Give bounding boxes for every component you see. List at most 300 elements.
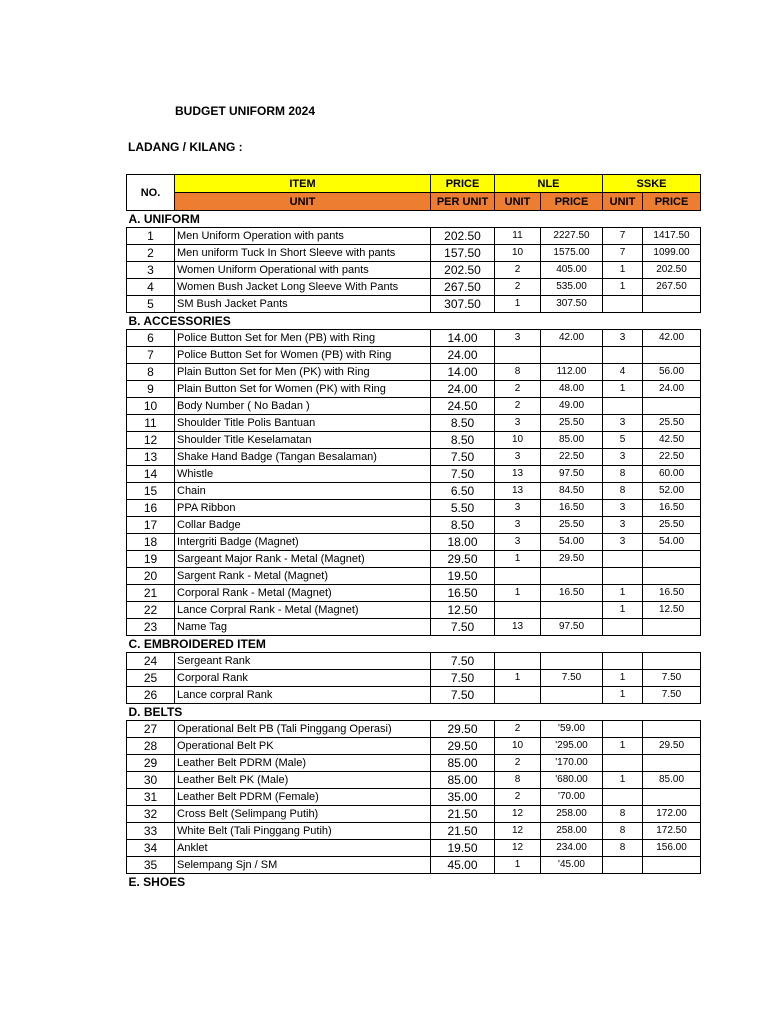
price-per-unit: 14.00: [431, 364, 495, 381]
price-per-unit: 8.50: [431, 415, 495, 432]
table-row: [127, 279, 701, 296]
price-per-unit: 7.50: [431, 449, 495, 466]
sske-price: [643, 789, 701, 806]
item-number: 18: [127, 534, 175, 551]
item-number: 31: [127, 789, 175, 806]
item-name: Women Uniform Operational with pants: [175, 262, 431, 279]
header-sske-unit: UNIT: [603, 193, 643, 211]
item-name: Cross Belt (Selimpang Putih): [175, 806, 431, 823]
table-row: [127, 806, 701, 823]
nle-price: 258.00: [541, 823, 603, 840]
nle-unit: 1: [495, 670, 541, 687]
section-row: [127, 211, 701, 228]
table-row: [127, 551, 701, 568]
table-row: [127, 245, 701, 262]
nle-price: '45.00: [541, 857, 603, 874]
sske-unit: [603, 619, 643, 636]
sske-price: 16.50: [643, 585, 701, 602]
sske-unit: [603, 296, 643, 313]
table-row: [127, 840, 701, 857]
sske-price: 29.50: [643, 738, 701, 755]
item-number: 30: [127, 772, 175, 789]
sske-unit: 3: [603, 500, 643, 517]
sske-unit: 1: [603, 585, 643, 602]
sske-price: 1099.00: [643, 245, 701, 262]
nle-unit: [495, 602, 541, 619]
item-name: Selempang Sjn / SM: [175, 857, 431, 874]
table-row: [127, 296, 701, 313]
table-row: [127, 568, 701, 585]
item-number: 3: [127, 262, 175, 279]
sske-price: 172.00: [643, 806, 701, 823]
item-number: 28: [127, 738, 175, 755]
table-row: [127, 653, 701, 670]
nle-unit: 1: [495, 585, 541, 602]
sske-price: 22.50: [643, 449, 701, 466]
nle-price: '680.00: [541, 772, 603, 789]
item-number: 14: [127, 466, 175, 483]
sske-unit: 4: [603, 364, 643, 381]
item-name: Corporal Rank - Metal (Magnet): [175, 585, 431, 602]
sske-unit: 7: [603, 245, 643, 262]
item-name: Plain Button Set for Women (PK) with Ring: [175, 381, 431, 398]
nle-unit: 2: [495, 398, 541, 415]
table-row: [127, 432, 701, 449]
sske-unit: 8: [603, 840, 643, 857]
nle-price: 16.50: [541, 585, 603, 602]
item-number: 7: [127, 347, 175, 364]
sske-price: [643, 721, 701, 738]
nle-unit: 3: [495, 415, 541, 432]
item-name: Collar Badge: [175, 517, 431, 534]
table-row: [127, 823, 701, 840]
price-per-unit: 21.50: [431, 823, 495, 840]
sske-unit: 3: [603, 415, 643, 432]
nle-unit: 10: [495, 432, 541, 449]
sske-unit: [603, 398, 643, 415]
header-nle-price: PRICE: [541, 193, 603, 211]
item-name: Corporal Rank: [175, 670, 431, 687]
nle-price: 49.00: [541, 398, 603, 415]
sske-unit: 1: [603, 670, 643, 687]
item-number: 25: [127, 670, 175, 687]
sske-price: [643, 296, 701, 313]
sske-price: 267.50: [643, 279, 701, 296]
sske-price: [643, 568, 701, 585]
price-per-unit: 7.50: [431, 619, 495, 636]
table-row: [127, 415, 701, 432]
nle-unit: 10: [495, 738, 541, 755]
item-number: 20: [127, 568, 175, 585]
nle-price: 22.50: [541, 449, 603, 466]
sske-price: 60.00: [643, 466, 701, 483]
header-nle-unit: UNIT: [495, 193, 541, 211]
nle-price: [541, 602, 603, 619]
item-name: Anklet: [175, 840, 431, 857]
nle-price: [541, 653, 603, 670]
nle-unit: [495, 568, 541, 585]
table-row: [127, 585, 701, 602]
nle-unit: 8: [495, 364, 541, 381]
section-row: [127, 874, 701, 891]
nle-unit: [495, 347, 541, 364]
item-number: 35: [127, 857, 175, 874]
table-row: [127, 789, 701, 806]
price-per-unit: 12.50: [431, 602, 495, 619]
sske-price: 24.00: [643, 381, 701, 398]
price-per-unit: 24.00: [431, 347, 495, 364]
item-name: Intergriti Badge (Magnet): [175, 534, 431, 551]
item-number: 9: [127, 381, 175, 398]
sske-price: 7.50: [643, 670, 701, 687]
sske-price: [643, 398, 701, 415]
nle-price: 234.00: [541, 840, 603, 857]
header-unit: UNIT: [175, 193, 431, 211]
nle-price: [541, 347, 603, 364]
sske-unit: 8: [603, 806, 643, 823]
item-name: Operational Belt PB (Tali Pinggang Operasi): [175, 721, 431, 738]
item-number: 34: [127, 840, 175, 857]
table-row: [127, 517, 701, 534]
section-row: [127, 313, 701, 330]
nle-price: 25.50: [541, 517, 603, 534]
item-name: Women Bush Jacket Long Sleeve With Pants: [175, 279, 431, 296]
table-row: [127, 857, 701, 874]
item-number: 5: [127, 296, 175, 313]
item-number: 8: [127, 364, 175, 381]
item-number: 21: [127, 585, 175, 602]
nle-price: '70.00: [541, 789, 603, 806]
item-name: Name Tag: [175, 619, 431, 636]
sske-unit: 1: [603, 279, 643, 296]
sske-unit: [603, 551, 643, 568]
nle-unit: 3: [495, 517, 541, 534]
price-per-unit: 24.50: [431, 398, 495, 415]
item-number: 4: [127, 279, 175, 296]
nle-price: '170.00: [541, 755, 603, 772]
price-per-unit: 14.00: [431, 330, 495, 347]
item-name: Police Button Set for Men (PB) with Ring: [175, 330, 431, 347]
item-name: Lance corpral Rank: [175, 687, 431, 704]
price-per-unit: 307.50: [431, 296, 495, 313]
sske-unit: 1: [603, 772, 643, 789]
price-per-unit: 29.50: [431, 551, 495, 568]
sske-unit: 8: [603, 483, 643, 500]
nle-price: 16.50: [541, 500, 603, 517]
price-per-unit: 7.50: [431, 687, 495, 704]
item-number: 15: [127, 483, 175, 500]
item-name: White Belt (Tali Pinggang Putih): [175, 823, 431, 840]
nle-unit: 2: [495, 789, 541, 806]
nle-unit: 1: [495, 857, 541, 874]
sske-unit: [603, 857, 643, 874]
nle-price: 54.00: [541, 534, 603, 551]
sske-unit: 1: [603, 381, 643, 398]
item-name: Whistle: [175, 466, 431, 483]
nle-price: 97.50: [541, 619, 603, 636]
nle-unit: 10: [495, 245, 541, 262]
sske-price: 7.50: [643, 687, 701, 704]
price-per-unit: 202.50: [431, 228, 495, 245]
sske-price: 172.50: [643, 823, 701, 840]
price-per-unit: 18.00: [431, 534, 495, 551]
sske-price: [643, 347, 701, 364]
header-price: PRICE: [431, 175, 495, 193]
header-no: NO.: [127, 175, 175, 211]
price-per-unit: 202.50: [431, 262, 495, 279]
item-name: Men Uniform Operation with pants: [175, 228, 431, 245]
item-name: SM Bush Jacket Pants: [175, 296, 431, 313]
nle-price: 258.00: [541, 806, 603, 823]
estate-label: LADANG / KILANG :: [128, 140, 243, 154]
section-title: D. BELTS: [128, 705, 183, 719]
sske-price: 25.50: [643, 517, 701, 534]
sske-price: [643, 653, 701, 670]
sske-price: 16.50: [643, 500, 701, 517]
table-row: [127, 330, 701, 347]
table-row: [127, 602, 701, 619]
item-name: Chain: [175, 483, 431, 500]
item-number: 6: [127, 330, 175, 347]
item-number: 1: [127, 228, 175, 245]
nle-price: 29.50: [541, 551, 603, 568]
item-number: 22: [127, 602, 175, 619]
header-row-bottom: [127, 193, 701, 211]
item-number: 33: [127, 823, 175, 840]
document-title: BUDGET UNIFORM 2024: [175, 104, 316, 118]
price-per-unit: 45.00: [431, 857, 495, 874]
header-nle: NLE: [495, 175, 603, 193]
nle-price: 1575.00: [541, 245, 603, 262]
table-row: [127, 619, 701, 636]
item-name: Shake Hand Badge (Tangan Besalaman): [175, 449, 431, 466]
item-number: 11: [127, 415, 175, 432]
nle-unit: 3: [495, 534, 541, 551]
sske-price: [643, 619, 701, 636]
table-row: [127, 687, 701, 704]
table-row: [127, 534, 701, 551]
nle-price: 97.50: [541, 466, 603, 483]
nle-unit: 3: [495, 330, 541, 347]
sske-price: 1417.50: [643, 228, 701, 245]
sske-price: [643, 857, 701, 874]
sske-unit: 1: [603, 262, 643, 279]
sske-unit: [603, 568, 643, 585]
nle-price: [541, 568, 603, 585]
item-number: 26: [127, 687, 175, 704]
table-row: [127, 466, 701, 483]
price-per-unit: 6.50: [431, 483, 495, 500]
item-name: Sargeant Major Rank - Metal (Magnet): [175, 551, 431, 568]
nle-price: 42.00: [541, 330, 603, 347]
sske-unit: 7: [603, 228, 643, 245]
nle-price: '295.00: [541, 738, 603, 755]
table-row: [127, 755, 701, 772]
item-number: 23: [127, 619, 175, 636]
nle-unit: 1: [495, 551, 541, 568]
sske-price: 12.50: [643, 602, 701, 619]
table-row: [127, 772, 701, 789]
table-row: [127, 398, 701, 415]
item-name: Sergeant Rank: [175, 653, 431, 670]
item-name: Sargent Rank - Metal (Magnet): [175, 568, 431, 585]
item-number: 17: [127, 517, 175, 534]
price-per-unit: 35.00: [431, 789, 495, 806]
price-per-unit: 85.00: [431, 772, 495, 789]
sske-price: [643, 551, 701, 568]
sske-price: 52.00: [643, 483, 701, 500]
price-per-unit: 19.50: [431, 840, 495, 857]
sske-unit: 3: [603, 449, 643, 466]
section-row: [127, 636, 701, 653]
price-per-unit: 85.00: [431, 755, 495, 772]
section-title: B. ACCESSORIES: [128, 314, 231, 328]
nle-unit: 12: [495, 806, 541, 823]
nle-unit: 8: [495, 772, 541, 789]
price-per-unit: 7.50: [431, 653, 495, 670]
price-per-unit: 267.50: [431, 279, 495, 296]
price-per-unit: 8.50: [431, 517, 495, 534]
item-name: Lance Corpral Rank - Metal (Magnet): [175, 602, 431, 619]
item-number: 27: [127, 721, 175, 738]
sske-price: 42.00: [643, 330, 701, 347]
sske-unit: 3: [603, 330, 643, 347]
item-number: 16: [127, 500, 175, 517]
table-row: [127, 347, 701, 364]
nle-price: 84.50: [541, 483, 603, 500]
table-row: [127, 738, 701, 755]
sske-price: 202.50: [643, 262, 701, 279]
item-name: Leather Belt PDRM (Female): [175, 789, 431, 806]
nle-unit: 3: [495, 500, 541, 517]
nle-price: 2227.50: [541, 228, 603, 245]
sske-unit: [603, 653, 643, 670]
sske-price: [643, 755, 701, 772]
item-number: 10: [127, 398, 175, 415]
item-name: Plain Button Set for Men (PK) with Ring: [175, 364, 431, 381]
nle-unit: 1: [495, 296, 541, 313]
table-row: [127, 381, 701, 398]
header-row-top: [127, 175, 701, 193]
nle-unit: 12: [495, 840, 541, 857]
price-per-unit: 5.50: [431, 500, 495, 517]
item-number: 29: [127, 755, 175, 772]
item-name: Body Number ( No Badan ): [175, 398, 431, 415]
table-row: [127, 483, 701, 500]
sske-price: 156.00: [643, 840, 701, 857]
sske-price: 54.00: [643, 534, 701, 551]
nle-price: 85.00: [541, 432, 603, 449]
item-number: 32: [127, 806, 175, 823]
item-name: Leather Belt PK (Male): [175, 772, 431, 789]
header-sske: SSKE: [603, 175, 701, 193]
item-name: Leather Belt PDRM (Male): [175, 755, 431, 772]
item-name: Operational Belt PK: [175, 738, 431, 755]
item-number: 13: [127, 449, 175, 466]
price-per-unit: 19.50: [431, 568, 495, 585]
item-number: 2: [127, 245, 175, 262]
sske-unit: [603, 755, 643, 772]
nle-unit: 13: [495, 619, 541, 636]
price-per-unit: 29.50: [431, 721, 495, 738]
nle-price: 48.00: [541, 381, 603, 398]
sske-unit: 5: [603, 432, 643, 449]
item-name: PPA Ribbon: [175, 500, 431, 517]
nle-unit: 3: [495, 449, 541, 466]
nle-price: 7.50: [541, 670, 603, 687]
nle-price: 307.50: [541, 296, 603, 313]
nle-unit: [495, 687, 541, 704]
table-row: [127, 228, 701, 245]
header-per-unit: PER UNIT: [431, 193, 495, 211]
price-per-unit: 8.50: [431, 432, 495, 449]
sske-price: 25.50: [643, 415, 701, 432]
item-number: 19: [127, 551, 175, 568]
nle-unit: 11: [495, 228, 541, 245]
table-row: [127, 262, 701, 279]
sske-unit: [603, 347, 643, 364]
sske-unit: 3: [603, 517, 643, 534]
sske-unit: 8: [603, 466, 643, 483]
price-per-unit: 16.50: [431, 585, 495, 602]
sske-unit: [603, 789, 643, 806]
item-number: 12: [127, 432, 175, 449]
sske-unit: 3: [603, 534, 643, 551]
header-sske-price: PRICE: [643, 193, 701, 211]
nle-unit: 2: [495, 381, 541, 398]
sske-price: 42.50: [643, 432, 701, 449]
price-per-unit: 7.50: [431, 466, 495, 483]
nle-price: '59.00: [541, 721, 603, 738]
nle-unit: 2: [495, 262, 541, 279]
sske-unit: 1: [603, 738, 643, 755]
nle-price: [541, 687, 603, 704]
item-name: Men uniform Tuck In Short Sleeve with pants: [175, 245, 431, 262]
nle-unit: 12: [495, 823, 541, 840]
section-title: A. UNIFORM: [128, 212, 200, 226]
nle-unit: 13: [495, 466, 541, 483]
table-row: [127, 721, 701, 738]
price-per-unit: 21.50: [431, 806, 495, 823]
price-per-unit: 157.50: [431, 245, 495, 262]
sske-unit: 1: [603, 687, 643, 704]
nle-price: 535.00: [541, 279, 603, 296]
sske-unit: [603, 721, 643, 738]
nle-unit: 2: [495, 279, 541, 296]
item-name: Shoulder Title Polis Bantuan: [175, 415, 431, 432]
nle-unit: 2: [495, 721, 541, 738]
nle-price: 112.00: [541, 364, 603, 381]
nle-price: 25.50: [541, 415, 603, 432]
budget-table: [126, 174, 701, 890]
sske-price: 85.00: [643, 772, 701, 789]
table-row: [127, 670, 701, 687]
nle-unit: 13: [495, 483, 541, 500]
nle-price: 405.00: [541, 262, 603, 279]
price-per-unit: 24.00: [431, 381, 495, 398]
item-name: Police Button Set for Women (PB) with Ring: [175, 347, 431, 364]
section-row: [127, 704, 701, 721]
sske-unit: 8: [603, 823, 643, 840]
header-item: ITEM: [175, 175, 431, 193]
table-row: [127, 449, 701, 466]
price-per-unit: 7.50: [431, 670, 495, 687]
item-name: Shoulder Title Keselamatan: [175, 432, 431, 449]
table-row: [127, 364, 701, 381]
price-per-unit: 29.50: [431, 738, 495, 755]
item-number: 24: [127, 653, 175, 670]
nle-unit: 2: [495, 755, 541, 772]
